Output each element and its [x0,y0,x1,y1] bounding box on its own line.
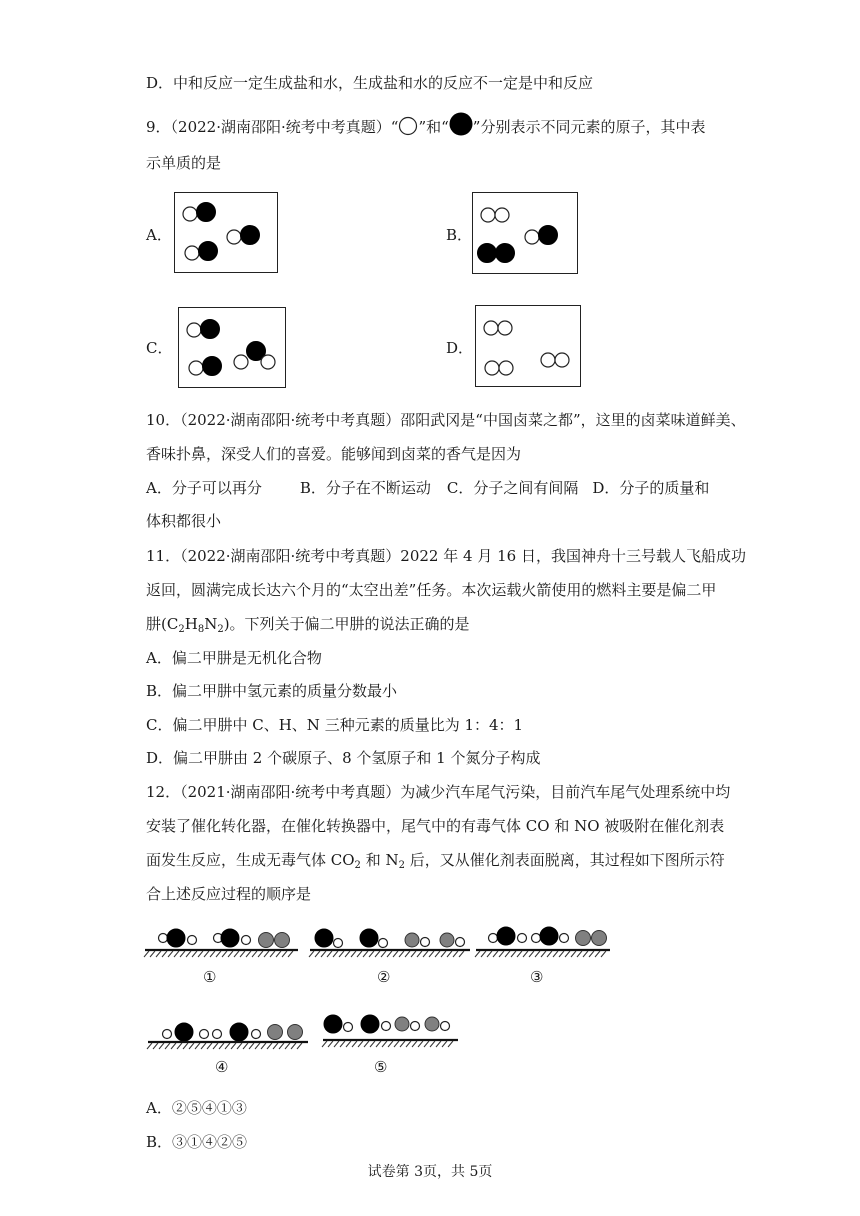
surface-hatch [231,1043,236,1049]
q11-option-b: B．偏二甲肼中氢元素的质量分数最小 [146,682,398,700]
surface-hatch [553,951,558,957]
q9-stem-line2: 示单质的是 [146,154,222,172]
surface-hatch [493,951,498,957]
q9-stem-line1 [146,112,705,137]
surface-hatch [369,951,374,957]
surface-hatch [156,951,161,957]
surface-hatch [213,1043,218,1049]
q11-option-d: D．偏二甲肼由 2 个碳原子、8 个氢原子和 1 个氮分子构成 [146,749,541,767]
surface-hatch [219,1043,224,1049]
surface-hatch [363,951,368,957]
surface-hatch [547,951,552,957]
q10-option-d-cont: 体积都很小 [146,512,222,530]
q9-option-c-label: C． [146,339,173,357]
surface-hatch [204,951,209,957]
step-5-label: ⑤ [374,1058,388,1076]
q11-stem-line3 [146,614,470,634]
q12-option-b: B．③①④②⑤ [146,1133,248,1151]
q9-option-c-box [178,307,286,388]
surface-hatch [198,951,203,957]
surface-hatch [255,1043,260,1049]
surface-hatch [168,951,173,957]
surface-hatch [505,951,510,957]
quote-open: “ [390,118,399,136]
q11-formula-h: H [184,615,198,633]
surface-hatch [270,951,275,957]
surface-hatch [189,1043,194,1049]
q9-source: （2022·湖南邵阳·统考中考真题） [170,118,391,136]
surface-hatch [144,951,149,957]
surface-hatch [352,1041,357,1047]
surface-hatch [357,951,362,957]
step-3-label: ③ [530,968,544,986]
q11-sub-c: 2 [178,624,185,635]
surface-hatch [535,951,540,957]
step-5-diagram [322,1015,458,1047]
q12-text-c: 后，又从催化剂表面脱离，其过程如下图所示符 [404,851,725,869]
surface-hatch [517,951,522,957]
step-1-diagram [144,929,298,957]
q10-options-row [146,478,709,498]
surface-hatch [405,951,410,957]
surface-hatch [442,1041,447,1047]
surface-hatch [406,1041,411,1047]
surface-hatch [171,1043,176,1049]
surface-hatch [249,1043,254,1049]
surface-hatch [210,951,215,957]
surface-hatch [459,951,464,957]
q10-option-a: A．分子可以再分 [146,479,262,497]
surface-hatch [237,1043,242,1049]
surface-hatch [285,1043,290,1049]
page-footer: 试卷第 3页，共 5页 [367,1164,493,1180]
q9-option-d-figure [476,306,582,388]
surface-hatch [246,951,251,957]
surface-hatch [529,951,534,957]
q12-process-figure [140,918,620,1078]
surface-hatch [174,951,179,957]
q9-option-d-label: D． [446,339,474,357]
surface-hatch [162,951,167,957]
step-1-label: ① [203,968,217,986]
surface-hatch [165,1043,170,1049]
q12-stem-line4: 合上述反应过程的顺序是 [146,885,312,903]
q12-stem-line2: 安装了催化转化器，在催化转换器中，尾气中的有毒气体 CO 和 NO 被吸附在催化剂表 [146,817,725,835]
q11-formula-tail: )。下列关于偏二甲肼的说法正确的是 [223,615,470,633]
surface-hatch [276,951,281,957]
q9-option-d-box [475,305,581,387]
q9-option-b-label: B． [446,226,473,244]
q10-option-b: B．分子在不断运动 [299,479,431,497]
surface-hatch [322,1041,327,1047]
surface-hatch [267,1043,272,1049]
surface-hatch [288,951,293,957]
q11-formula-a: 肼(C [146,615,179,633]
surface-hatch [387,951,392,957]
q11-stem-line2: 返回，圆满完成长达六个月的“太空出差”任务。本次运载火箭使用的燃料主要是偏二甲 [146,581,717,599]
surface-hatch [201,1043,206,1049]
surface-hatch [382,1041,387,1047]
surface-hatch [358,1041,363,1047]
surface-hatch [351,951,356,957]
surface-hatch [364,1041,369,1047]
surface-hatch [523,951,528,957]
q8-option-d: D．中和反应一定生成盐和水，生成盐和水的反应不一定是中和反应 [146,74,594,92]
surface-hatch [252,951,257,957]
surface-hatch [595,951,600,957]
surface-hatch [243,1043,248,1049]
surface-hatch [393,951,398,957]
surface-hatch [417,951,422,957]
q10-option-d: D．分子的质量和 [592,479,710,497]
surface-hatch [192,951,197,957]
surface-hatch [453,951,458,957]
surface-hatch [400,1041,405,1047]
q9-option-b-figure [473,193,579,275]
surface-hatch [565,951,570,957]
surface-hatch [589,951,594,957]
surface-hatch [424,1041,429,1047]
surface-hatch [261,1043,266,1049]
surface-hatch [577,951,582,957]
surface-hatch [279,1043,284,1049]
surface-hatch [334,1041,339,1047]
q12-text-b: 和 N [360,851,399,869]
q11-option-a: A．偏二甲肼是无机化合物 [146,649,322,667]
surface-hatch [328,1041,333,1047]
q9-option-c-figure [179,308,287,389]
surface-hatch [327,951,332,957]
surface-hatch [315,951,320,957]
surface-hatch [475,951,480,957]
q9-option-a-label: A． [146,226,172,244]
q9-option-a-figure [175,193,279,274]
white-atom-icon [398,116,418,136]
surface-hatch [481,951,486,957]
q9-number: 9． [146,118,171,136]
surface-hatch [234,951,239,957]
surface-hatch [375,951,380,957]
surface-hatch [571,951,576,957]
black-atom-icon [449,112,473,136]
surface-hatch [345,951,350,957]
surface-hatch [225,1043,230,1049]
surface-hatch [388,1041,393,1047]
surface-hatch [339,951,344,957]
q9-option-a-box [174,192,278,273]
surface-hatch [448,1041,453,1047]
surface-hatch [381,951,386,957]
surface-hatch [423,951,428,957]
surface-hatch [159,1043,164,1049]
surface-hatch [264,951,269,957]
q9-option-b-box [472,192,578,274]
q12-stem-line1: 12．（2021·湖南邵阳·统考中考真题）为减少汽车尾气污染，目前汽车尾气处理系统中均 [146,783,731,801]
q11-formula-n: N [204,615,218,633]
surface-hatch [399,951,404,957]
surface-hatch [511,951,516,957]
surface-hatch [153,1043,158,1049]
surface-hatch [394,1041,399,1047]
surface-hatch [180,951,185,957]
surface-hatch [282,951,287,957]
surface-hatch [541,951,546,957]
surface-hatch [228,951,233,957]
step-2-label: ② [377,968,391,986]
surface-hatch [321,951,326,957]
surface-hatch [258,951,263,957]
surface-hatch [376,1041,381,1047]
surface-hatch [487,951,492,957]
q11-stem-line1: 11．（2022·湖南邵阳·统考中考真题）2022 年 4 月 16 日，我国神舟十三号载人飞船成功 [146,547,746,565]
surface-hatch [183,1043,188,1049]
surface-hatch [499,951,504,957]
surface-hatch [412,1041,417,1047]
surface-hatch [441,951,446,957]
surface-hatch [273,1043,278,1049]
surface-hatch [447,951,452,957]
step-4-diagram [147,1023,308,1049]
surface-hatch [147,1043,152,1049]
q12-sub-n2: 2 [398,860,405,871]
step-4-label: ④ [215,1058,229,1076]
q12-text-a: 面发生反应，生成无毒气体 CO [146,851,355,869]
step-3-diagram [475,927,610,957]
q12-sub-co2: 2 [354,860,361,871]
surface-hatch [429,951,434,957]
surface-hatch [297,1043,302,1049]
surface-hatch [309,951,314,957]
surface-hatch [333,951,338,957]
q12-stem-line3 [146,850,725,870]
surface-hatch [435,951,440,957]
surface-hatch [436,1041,441,1047]
surface-hatch [430,1041,435,1047]
q10-stem-line2: 香味扑鼻，深受人们的喜爱。能够闻到卤菜的香气是因为 [146,445,522,463]
surface-hatch [222,951,227,957]
surface-hatch [583,951,588,957]
surface-hatch [207,1043,212,1049]
q9-stem-tail: ”分别表示不同元素的原子，其中表 [472,118,706,136]
q11-sub-n: 2 [217,624,224,635]
surface-hatch [195,1043,200,1049]
surface-hatch [418,1041,423,1047]
surface-hatch [346,1041,351,1047]
surface-hatch [177,1043,182,1049]
surface-hatch [411,951,416,957]
q11-option-c: C．偏二甲肼中 C、H、N 三种元素的质量比为 1：4：1 [146,716,524,734]
surface-hatch [240,951,245,957]
surface-hatch [186,951,191,957]
q11-sub-h: 8 [197,624,205,635]
q10-stem-line1: 10．（2022·湖南邵阳·统考中考真题）邵阳武冈是“中国卤菜之都”，这里的卤菜味道鲜美、 [146,411,746,429]
q12-option-a: A．②⑤④①③ [146,1099,247,1117]
quote-and: ”和“ [418,118,449,136]
surface-hatch [216,951,221,957]
surface-hatch [150,951,155,957]
surface-hatch [601,951,606,957]
q10-option-c: C．分子之间有间隔 [446,479,579,497]
surface-hatch [291,1043,296,1049]
surface-hatch [370,1041,375,1047]
surface-hatch [559,951,564,957]
surface-hatch [340,1041,345,1047]
step-2-diagram [309,929,470,957]
